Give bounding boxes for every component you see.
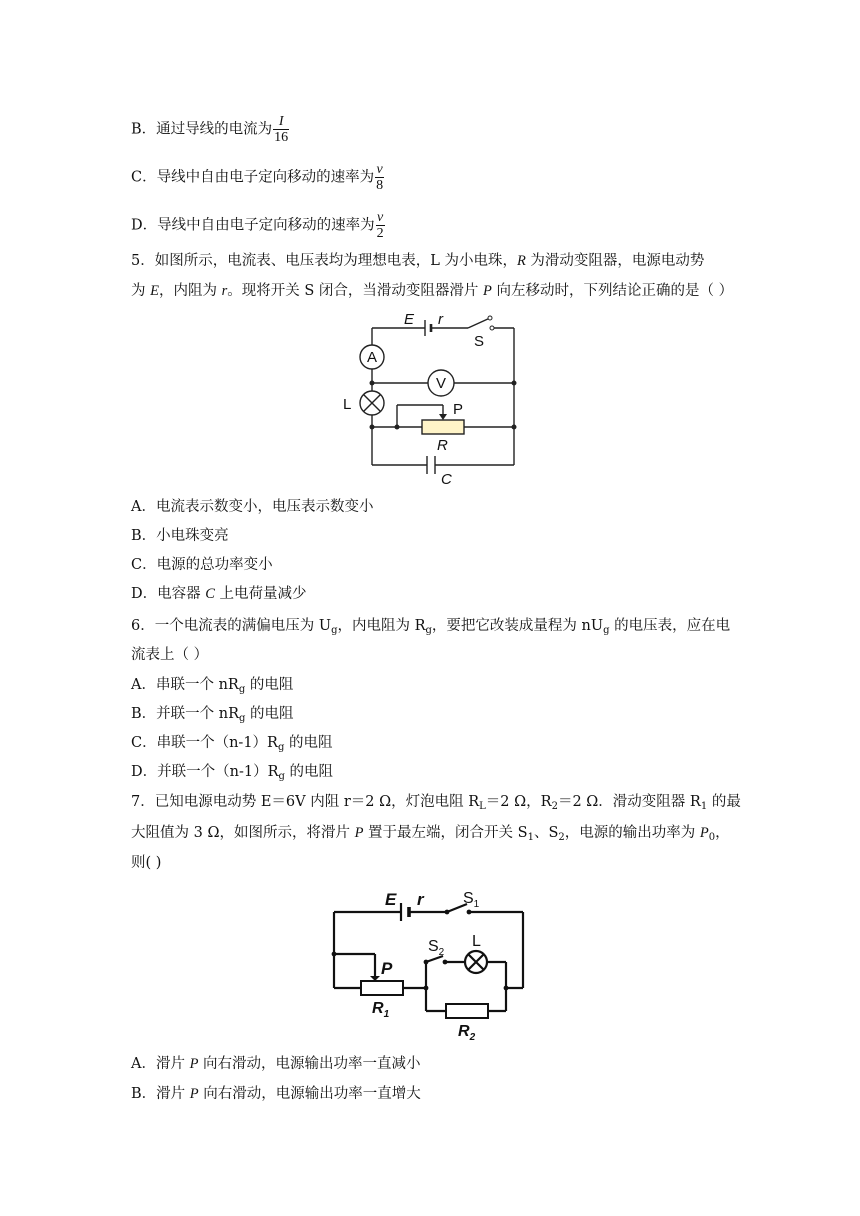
label-r: r: [438, 311, 443, 328]
fraction: $\frac{v}{2}$: [376, 210, 384, 241]
q5-circuit-diagram: [340, 308, 530, 488]
q6-option-d: D．并联一个$(n-1)R_g$ 的电阻: [131, 764, 334, 782]
q5-option-b: B．小电珠变亮: [131, 528, 229, 544]
q4-option-b: B．通过导线的电流为 $\frac{I}{16}$: [131, 114, 289, 145]
label-l: L: [343, 396, 352, 413]
q5-option-d: D．电容器 C 上电荷量减少: [131, 586, 307, 602]
label-l: L: [472, 933, 481, 950]
label-e: E: [385, 890, 397, 909]
q7-stem-line2: 大阻值为 3 Ω，如图所示，将滑片 P 置于最左端，闭合开关 $S_1$、$S_2$，电源的输出功率为 $P_0$，: [131, 825, 730, 843]
q7-stem-line3: 则( ): [131, 855, 162, 871]
q5-option-a: A．电流表示数变小，电压表示数变小: [131, 499, 374, 515]
label-rheostat: R: [437, 437, 448, 454]
label-r2: $R_2$: [458, 1023, 476, 1040]
label-s2: $S_2$: [428, 938, 445, 958]
label-c: C: [441, 471, 452, 488]
q7-stem-line1: 7．已知电源电动势 E＝6V 内阻 r＝2 Ω，灯泡电阻 $R_L=2$ Ω，$R_2=2$ Ω．滑动变阻器 $R_1$ 的最: [131, 794, 741, 812]
q5-option-c: C．电源的总功率变小: [131, 557, 273, 573]
q6-option-c: C．串联一个$(n-1)R_g$ 的电阻: [131, 735, 333, 753]
label-p: P: [453, 401, 464, 418]
label-r1: $R_1$: [372, 1000, 390, 1020]
q4-option-d: D．导线中自由电子定向移动的速率为 $\frac{v}{2}$: [131, 210, 384, 241]
label-p: P: [381, 959, 393, 978]
q5-stem-line2: 为 E，内阻为 r。现将开关 S 闭合，当滑动变阻器滑片 P 向左移动时，下列结论正确的是（ ）: [131, 283, 734, 299]
q6-stem-line1: 6．一个电流表的满偏电压为 $U_g$，内电阻为 $R_g$，要把它改装成量程为 $nU_g$ 的电压表，应在电: [131, 618, 731, 636]
q6-option-b: B．并联一个 $nR_g$ 的电阻: [131, 706, 294, 724]
q6-option-a: A．串联一个 $nR_g$ 的电阻: [131, 677, 294, 695]
q7-option-a: A．滑片 P 向右滑动，电源输出功率一直减小: [131, 1056, 421, 1072]
fraction: $\frac{I}{16}$: [274, 114, 289, 145]
fraction: $\frac{v}{8}$: [376, 162, 384, 193]
q7-option-b: B．滑片 P 向右滑动，电源输出功率一直增大: [131, 1086, 421, 1102]
q5-stem-line1: 5．如图所示，电流表、电压表均为理想电表，L 为小电珠，R 为滑动变阻器，电源电动势: [131, 253, 705, 269]
label-e: E: [404, 311, 415, 328]
label-r: r: [417, 890, 424, 909]
q4-option-c: C．导线中自由电子定向移动的速率为 $\frac{v}{8}$: [131, 162, 384, 193]
voltmeter-label: V: [436, 375, 447, 392]
label-s1: $S_1$: [463, 890, 480, 910]
label-s: S: [474, 333, 485, 350]
q7-circuit-diagram: [325, 885, 540, 1040]
q6-stem-line2: 流表上（ ）: [131, 647, 209, 663]
ammeter-label: A: [367, 349, 378, 366]
